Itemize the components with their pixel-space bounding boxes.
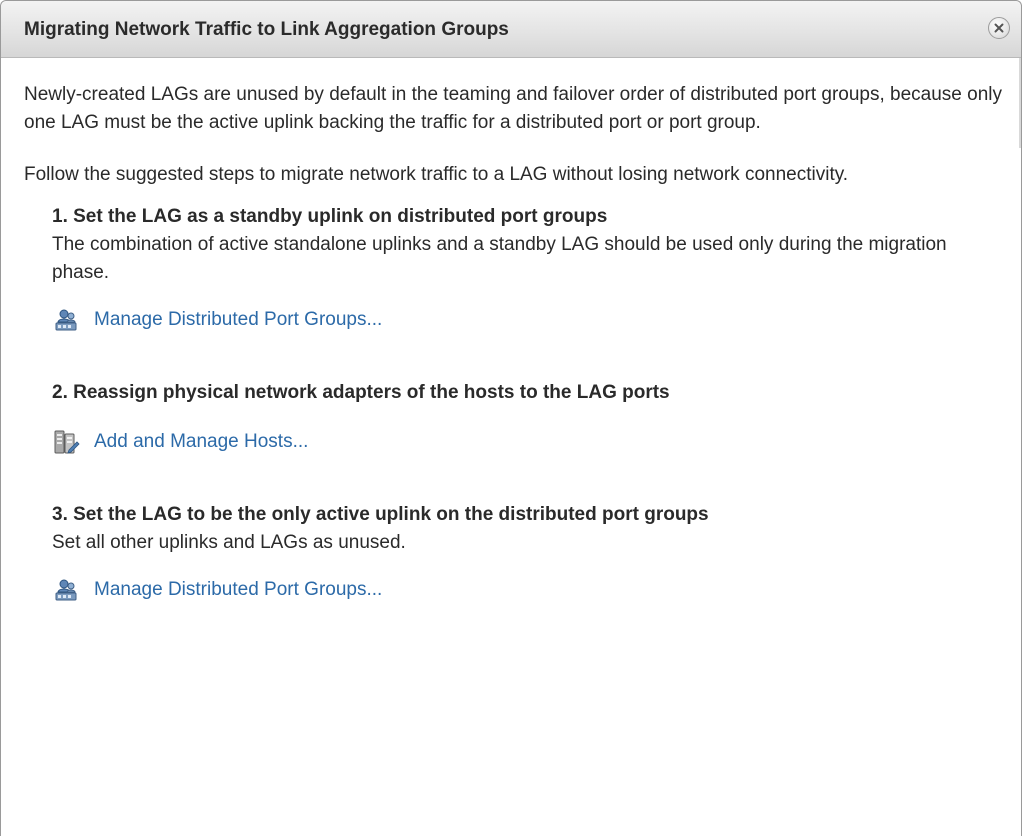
step-2	[52, 379, 1004, 457]
step-title: 1. Set the LAG as a standby uplink on distributed port groups	[52, 206, 608, 227]
distributed-port-group-icon	[52, 306, 80, 334]
step-1	[52, 203, 1004, 335]
intro-paragraph: Newly-created LAGs are unused by default in the teaming and failover order of distributed port groups, because only one LAG must be the active uplink backing the traffic for a distributed port or port group.	[24, 84, 1003, 133]
add-and-manage-hosts-link[interactable]: Add and Manage Hosts...	[94, 431, 309, 452]
step-description: Set all other uplinks and LAGs as unused.	[52, 532, 406, 553]
step-3	[52, 501, 1004, 605]
distributed-port-group-icon	[52, 576, 80, 604]
step-2-link-row[interactable]	[52, 427, 1004, 457]
step-title: 3. Set the LAG to be the only active uplink on the distributed port groups	[52, 504, 709, 525]
manage-distributed-port-groups-link[interactable]: Manage Distributed Port Groups...	[94, 579, 383, 600]
dialog-title: Migrating Network Traffic to Link Aggregation Groups	[24, 19, 509, 40]
dialog-titlebar	[1, 1, 1021, 58]
dialog-content	[24, 81, 1004, 605]
manage-hosts-icon	[52, 428, 80, 456]
close-button[interactable]	[988, 17, 1010, 39]
manage-distributed-port-groups-link[interactable]: Manage Distributed Port Groups...	[94, 309, 383, 330]
step-1-link-row[interactable]	[52, 305, 1004, 335]
step-3-link-row[interactable]	[52, 575, 1004, 605]
step-title: 2. Reassign physical network adapters of the hosts to the LAG ports	[52, 382, 670, 403]
step-description: The combination of active standalone uplinks and a standby LAG should be used only during the migration phase.	[52, 234, 947, 283]
close-icon	[994, 23, 1004, 33]
scrollbar[interactable]	[1019, 58, 1021, 148]
instructions-paragraph: Follow the suggested steps to migrate network traffic to a LAG without losing network connectivity.	[24, 164, 849, 185]
